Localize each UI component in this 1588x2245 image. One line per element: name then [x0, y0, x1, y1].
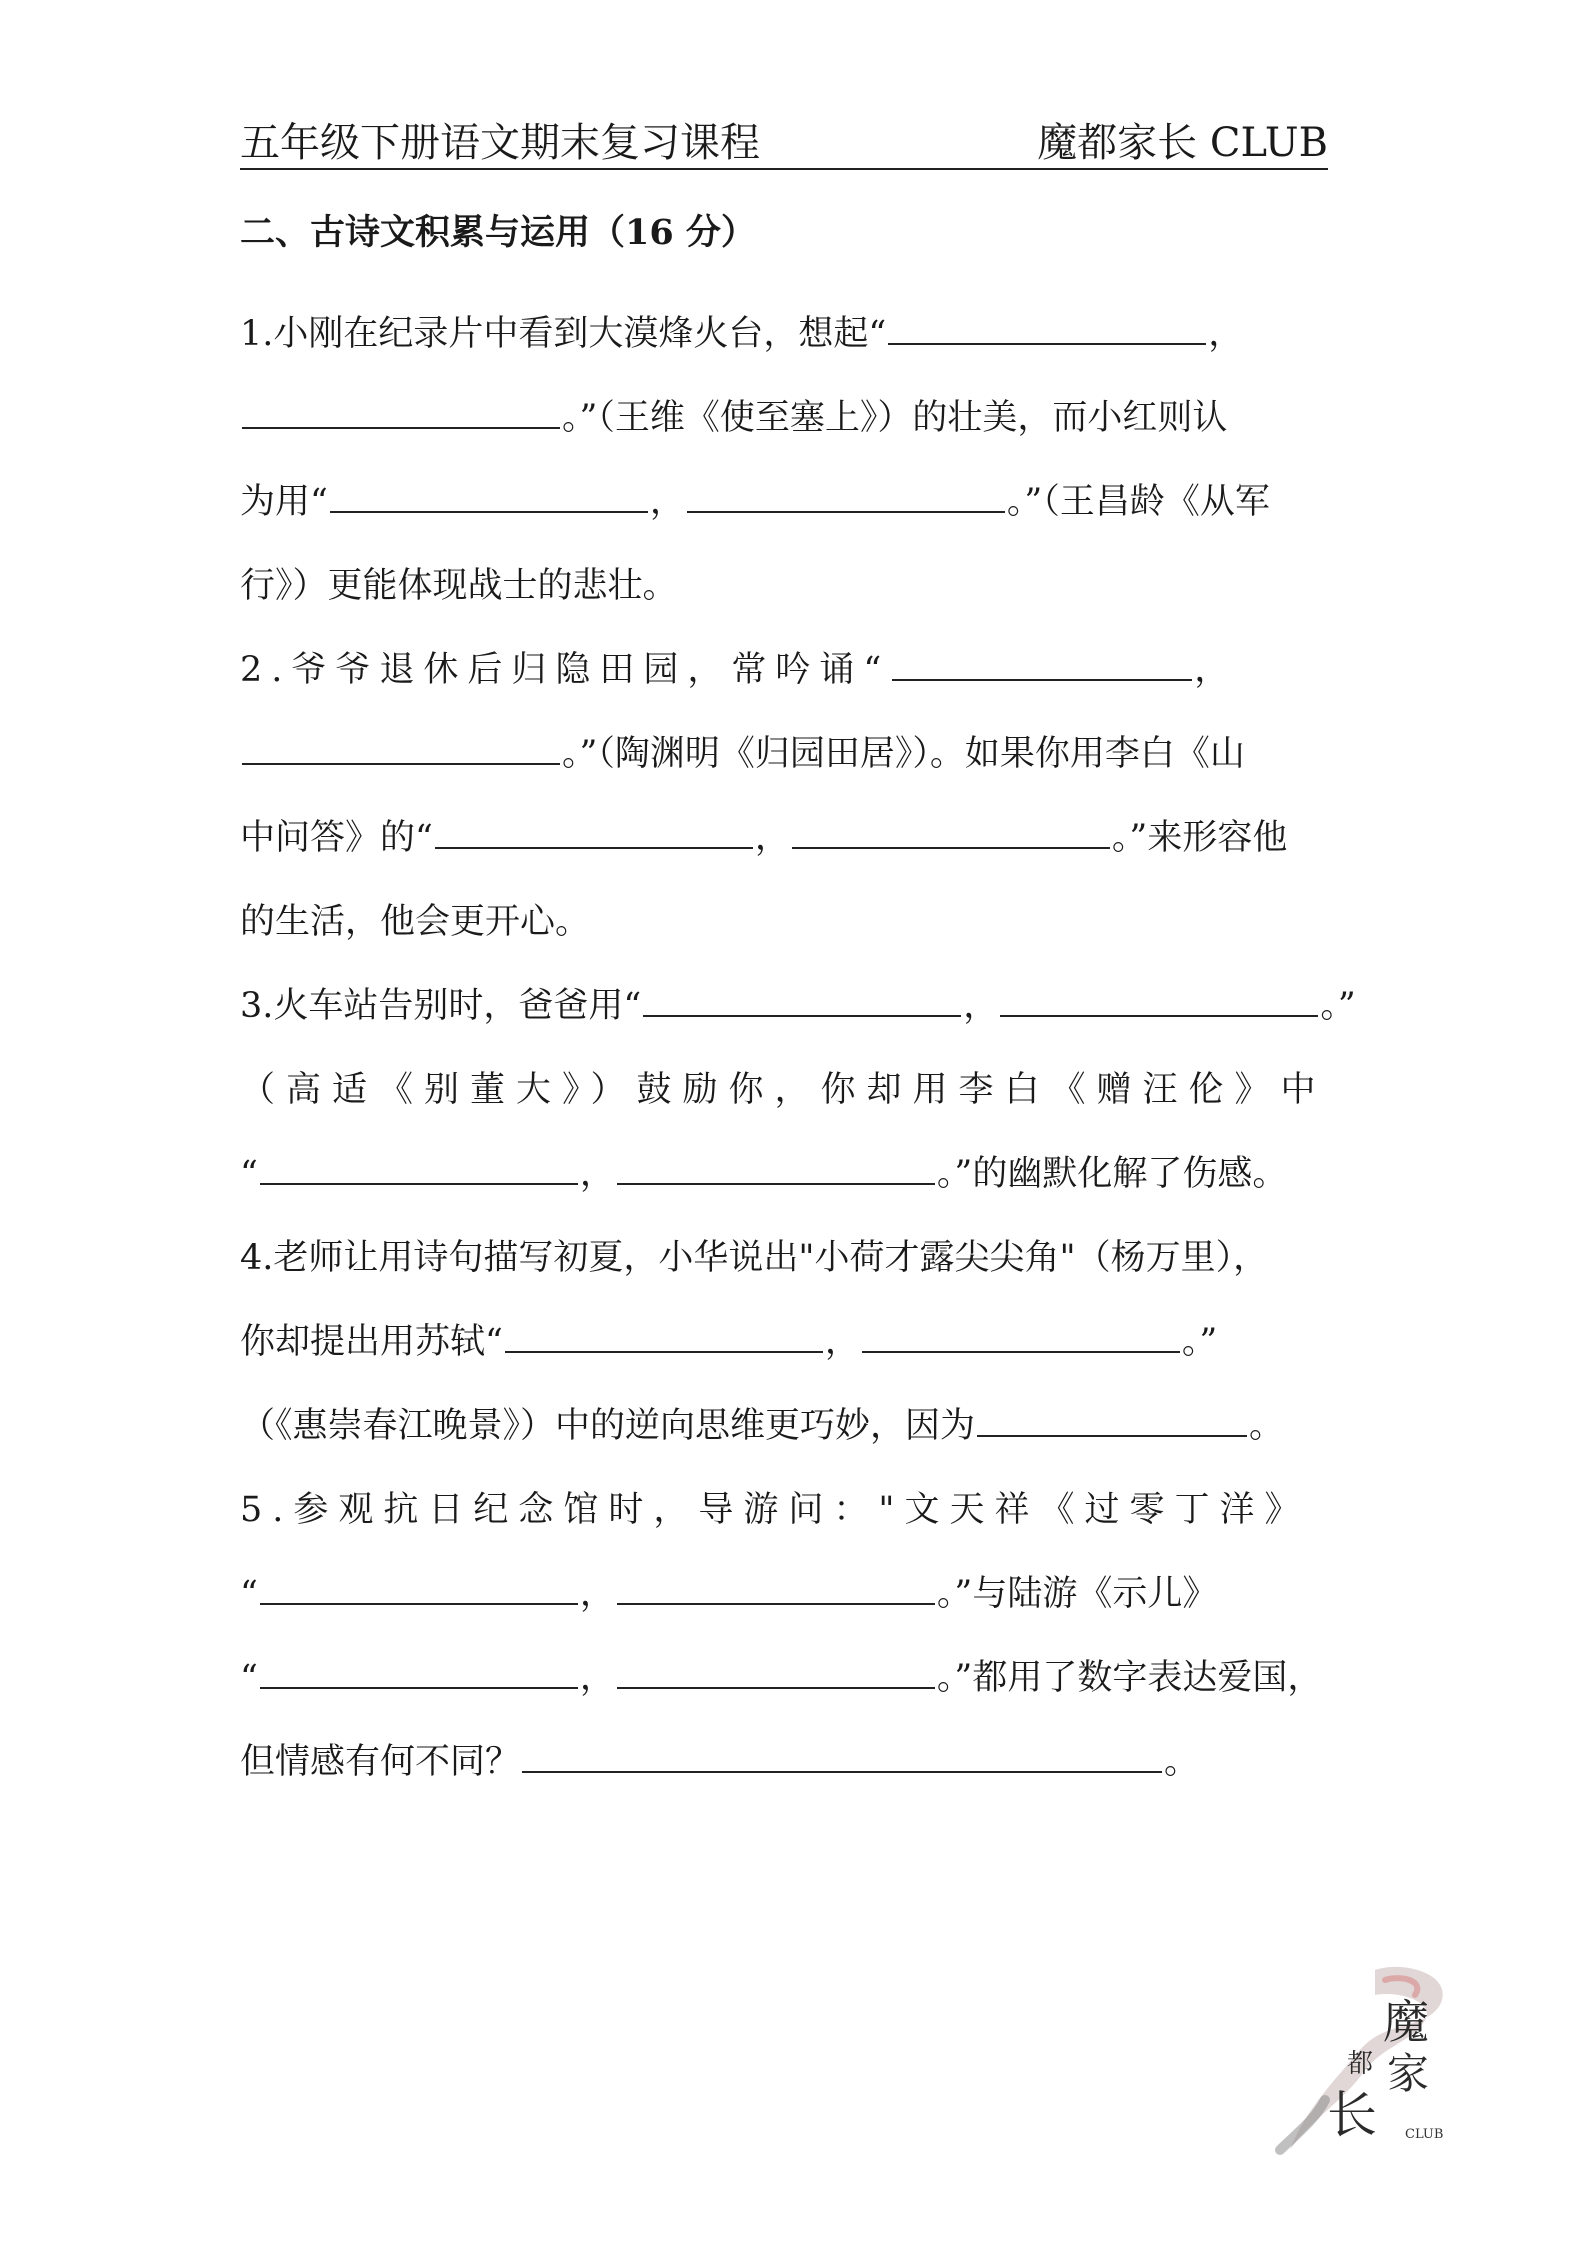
q3-line-3: “ ， 。”的幽默化解了伤感。 — [240, 1132, 1360, 1216]
answer-blank[interactable] — [1000, 981, 1318, 1017]
answer-blank[interactable] — [862, 1317, 1180, 1353]
logo-char: 魔 — [1383, 1995, 1429, 2049]
q2-line-3: 中问答》的“ ， 。”来形容他 — [240, 796, 1360, 880]
q1-line-4: 行》）更能体现战士的悲壮。 — [240, 566, 678, 606]
answer-blank[interactable] — [617, 1569, 935, 1605]
answer-blank[interactable] — [505, 1317, 823, 1353]
answer-blank[interactable] — [260, 1653, 578, 1689]
answer-blank[interactable] — [617, 1149, 935, 1185]
q1-line-2: 。”（王维《使至塞上》）的壮美，而小红则认 — [240, 376, 1360, 460]
page-header — [240, 118, 1328, 170]
logo-char: 长 — [1327, 2086, 1377, 2144]
question-list — [240, 292, 1360, 1804]
answer-blank[interactable] — [892, 645, 1192, 681]
answer-blank[interactable] — [435, 813, 753, 849]
answer-blank[interactable] — [330, 477, 648, 513]
answer-blank[interactable] — [242, 393, 560, 429]
logo-char: 都 — [1347, 2049, 1374, 2079]
brand-logo — [1265, 1950, 1465, 2170]
q5-line-2: “ ， 。”与陆游《示儿》 — [240, 1552, 1360, 1636]
logo-club-text: CLUB — [1405, 2127, 1444, 2142]
q5-line-3: “ ， 。”都用了数字表达爱国， — [240, 1636, 1360, 1720]
logo-char: 家 — [1387, 2049, 1430, 2098]
answer-blank[interactable] — [260, 1149, 578, 1185]
q1-line-3: 为用“ ， 。”（王昌龄《从军 — [240, 460, 1360, 544]
answer-blank[interactable] — [522, 1737, 1162, 1773]
answer-blank[interactable] — [687, 477, 1005, 513]
q1-line-1: 1.小刚在纪录片中看到大漠烽火台，想起“ ， — [240, 292, 1360, 376]
q5-line-4: 但情感有何不同？ 。 — [240, 1720, 1360, 1804]
answer-blank[interactable] — [617, 1653, 935, 1689]
q5-line-1: 5.参观抗日纪念馆时，导游问："文天祥《过零丁洋》 — [240, 1490, 1310, 1530]
answer-blank[interactable] — [643, 981, 961, 1017]
q2-line-4: 的生活，他会更开心。 — [240, 902, 591, 942]
q4-line-2: 你却提出用苏轼“ ， 。” — [240, 1300, 1360, 1384]
answer-blank[interactable] — [977, 1401, 1247, 1437]
answer-blank[interactable] — [260, 1569, 578, 1605]
q4-line-1: 4.老师让用诗句描写初夏，小华说出"小荷才露尖尖角"（杨万里）， — [240, 1238, 1269, 1278]
brand-name: 魔都家长 CLUB — [1037, 120, 1328, 166]
q2-line-1: 2.爷爷退休后归隐田园，常吟诵“ ， — [240, 628, 1360, 712]
q3-line-2: （高适《别董大》）鼓励你，你却用李白《赠汪伦》中 — [240, 1070, 1327, 1110]
q3-line-1: 3.火车站告别时，爸爸用“ ， 。” — [240, 964, 1360, 1048]
q2-line-2: 。”（陶渊明《归园田居》）。如果你用李白《山 — [240, 712, 1360, 796]
course-title: 五年级下册语文期末复习课程 — [240, 120, 760, 166]
answer-blank[interactable] — [242, 729, 560, 765]
answer-blank[interactable] — [792, 813, 1110, 849]
q4-line-3: （《惠崇春江晚景》）中的逆向思维更巧妙，因为 。 — [240, 1384, 1360, 1468]
answer-blank[interactable] — [888, 309, 1206, 345]
section-title: 二、古诗文积累与运用（16 分） — [240, 212, 756, 253]
